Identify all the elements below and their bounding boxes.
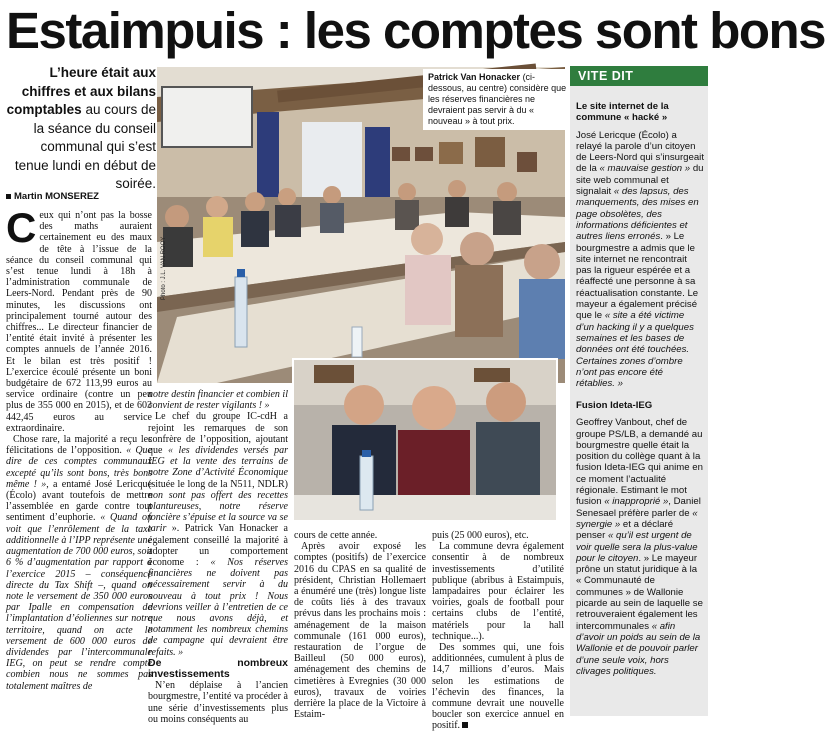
sidebar-text: , Daniel Senesael préfère parler de bbox=[576, 496, 701, 519]
article-paragraph: cours de cette année. bbox=[294, 530, 378, 541]
paragraph-text: Le chef du groupe IC-cdH a rejoint les remarques de son confrère de l’opposition, ajoutant que bbox=[148, 411, 288, 457]
quote-text: « les dividendes versés par IEG et la vente des terrains de notre Zone d’Activité Économique bbox=[148, 445, 288, 479]
sidebar-quote: « synergie » bbox=[576, 507, 698, 530]
photo-caption bbox=[423, 69, 573, 130]
sidebar-item-title: Le site internet de la commune « hacké » bbox=[576, 101, 669, 124]
quote-text: non sont pas offert des recettes plantureuses, notre réserve foncière s’épuise et la source va se tarir bbox=[148, 489, 288, 535]
byline-author: Martin MONSEREZ bbox=[14, 191, 99, 202]
article-paragraph bbox=[148, 411, 288, 657]
sidebar-item-body bbox=[576, 130, 704, 390]
sidebar-text: Geoffrey Vanbout, chef de groupe PS/LB, a demandé au bourgmestre quelle était la position du collège quant à la fusion Ideta-IEG qui anime en ce moment l’actualité régionale. Estimant le mot fusion bbox=[576, 417, 703, 508]
article-paragraph: La commune devra également consentir à de nombreux investissements d’utilité publique (abribus à Estaimpuis, lampadaires pour éclairer les voiries, goals de football pour certains clubs de l’entité, matériels pour la hall technique...). bbox=[432, 541, 564, 642]
article-column-1 bbox=[6, 204, 152, 692]
sidebar-item-fusion bbox=[576, 400, 704, 677]
sidebar-quote: « qu’il est urgent de voir quelle sera la plus-value pour le citoyen bbox=[576, 530, 698, 564]
article-paragraph: Après avoir exposé les comptes (positifs) de l’exercice 2016 du CPAS en sa qualité de président, Christian Hollemaert a énuméré une (très) longue liste de coûts liés à des travaux prévus dans les prochains mois : aménagement de la maison communale (161 000 euros), restauration de l’orgue de Bailleul (50 000 euros), aménagement des chemins de cimetières à Evregnies (30 000 euros), travaux de voiries derrière la place de la Victoire à Estaim- bbox=[294, 541, 426, 721]
end-mark-icon bbox=[462, 722, 468, 728]
byline bbox=[6, 191, 156, 202]
article-column-3 bbox=[294, 530, 426, 720]
article-paragraph: N’en déplaise à l’ancien bourgmestre, l’entité va procéder à une série d’investissements plus ou moins conséquents au bbox=[148, 680, 288, 725]
caption-text: (ci-dessous, au centre) considère que les réserves financières ne devraient pas servir à du « nouveau » à tout prix. bbox=[428, 72, 567, 126]
headline: Estaimpuis : les comptes sont bons bbox=[6, 2, 825, 59]
paragraph-text: , a entamé José Lericque (Écolo) avant toutefois de mettre l’assemblée en garde contre tout sentiment d’euphorie. bbox=[6, 478, 152, 524]
photo-credit: Photo : J.L. VAN ROOY bbox=[161, 236, 167, 300]
square-bullet-icon bbox=[6, 194, 11, 199]
drop-cap: C bbox=[6, 204, 37, 251]
lead-rest: au cours de la séance du conseil communal qui s’est tenue lundi en début de soirée. bbox=[14, 102, 156, 191]
lead-bold: L’heure était aux chiffres et aux bilans comptables bbox=[6, 65, 156, 117]
article-paragraph: puis (25 000 euros), etc. bbox=[432, 530, 529, 541]
section-subhead: De nombreux investissements bbox=[148, 656, 288, 681]
sidebar-quote: « afin d’avoir un poids au sein de la Wallonie et de pouvoir parler d’une seule voix, hors clivages politiques. bbox=[576, 620, 701, 677]
sidebar-quote: « des lapsus, des manquements, des mises en page obsolètes, des informations déficientes et autres liens erronés bbox=[576, 186, 699, 243]
article-paragraph bbox=[6, 434, 152, 692]
paragraph-text: ». Patrick Van Honacker a également conseillé la majorité à adopter un comportement économe : bbox=[148, 523, 288, 569]
sidebar-quote: « inapproprié » bbox=[604, 496, 669, 508]
sidebar-text: . » Le bourgmestre a admis que le site internet ne rencontrait pas la rigueur espérée et a réaffecté une personne à sa réactualisation constante. Le mayeur a également précisé que le bbox=[576, 231, 699, 322]
sidebar-text: du site web communal et signalait bbox=[576, 163, 704, 198]
paragraph-text: Chose rare, la majorité a reçu les félicitations de l’opposition. bbox=[6, 434, 152, 457]
sidebar-text: José Lericque (Écolo) a relayé la parole d’un citoyen de Leers-Nord qui s’insurgeait de la bbox=[576, 129, 704, 175]
paragraph-text: eux qui n’ont pas la bosse des maths auraient certainement eu des maux de tête à l’issue de la séance du conseil communal qui s’est tenue lundi à 18h à l’administration communale de Leers-Nord. Pendant près de 90 minutes, les discussions ont principalement tourné autour des chiffres... Le directeur financier de l’entité était invité à présenter les comptes annuels de l’année 2016. Et le bilan est très positif ! L’exercice écoulé présente un boni budgétaire de 672 113,99 euros au service ordinaire (contre un peu plus de 355 000 en 2015), et de 603 442,45 euros au service extraordinaire. bbox=[6, 210, 152, 434]
sidebar-item-website bbox=[576, 101, 704, 389]
councillors-illustration bbox=[294, 360, 556, 520]
sidebar-quote: « site a été victime d’un hacking il y a quelques semaines et les bases de données ont été touchées. Certaines zones d’ombre n’ont pas encore été rétablies. » bbox=[576, 310, 694, 390]
quote-text: « Que dire de ces comptes communaux excepté qu’ils sont bons, très bons même ! » bbox=[6, 445, 152, 490]
quote-text: notre destin financier et combien il convient de rester vigilants ! » bbox=[148, 389, 288, 412]
article-column-2 bbox=[148, 389, 288, 725]
councillors-photo bbox=[292, 358, 558, 522]
article-paragraph bbox=[148, 389, 288, 411]
quote-text: « Nos réserves financières ne doivent pas nécessairement servir à du nouveau à tout prix ! Nous devrions veiller à l’entretien de ce que nous avons déjà, et notamment les nombreux chemins de campagne qui devraient être refaits. » bbox=[148, 557, 288, 658]
article-paragraph bbox=[6, 204, 152, 434]
sidebar-text: et a déclaré penser bbox=[576, 518, 674, 542]
lead-paragraph bbox=[6, 64, 156, 194]
sidebar-item-body bbox=[576, 417, 704, 677]
sidebar-text: . » Le mayeur prône un statut juridique à la « Communauté de communes » de Wallonie picarde au sein de laquelle se retrouveraient également les intercommunales bbox=[576, 552, 703, 632]
sidebar-quote: « mauvaise gestion » bbox=[599, 163, 691, 175]
paragraph-text: Des sommes qui, une fois additionnées, cumulent à plus de 14,7 millions d’euros. Mais selon les estimations de l’échevin des finances, la commune devrait une nouvelle boucler son exercice annuel en positif. bbox=[432, 642, 564, 732]
sidebar-item-title: Fusion Ideta-IEG bbox=[576, 400, 653, 411]
article-column-4 bbox=[432, 530, 564, 732]
article-paragraph bbox=[432, 642, 564, 732]
caption-name: Patrick Van Honacker bbox=[428, 72, 521, 82]
quote-text: « Quand on voit que l’enrôlement de la taxe additionnelle à l’IPP représente une augmentation de 700 000 euros, soit 6 % d’augmentation par rapport à l’exercice 2015 – conséquence directe du Tax Shift –, quand on note le versement de 350 000 euros par Ipalle en compensation de l’implantation d’éoliennes sur notre territoire, quand on acte le versement de 600 000 euros de dividendes par l’intercommunale IEG, on peut se rendre compte combien nous ne sommes pas totalement maîtres de bbox=[6, 512, 152, 692]
sidebar-header: VITE DIT bbox=[570, 66, 708, 86]
paragraph-text: (située le long de la N511, NDLR) bbox=[148, 478, 288, 490]
